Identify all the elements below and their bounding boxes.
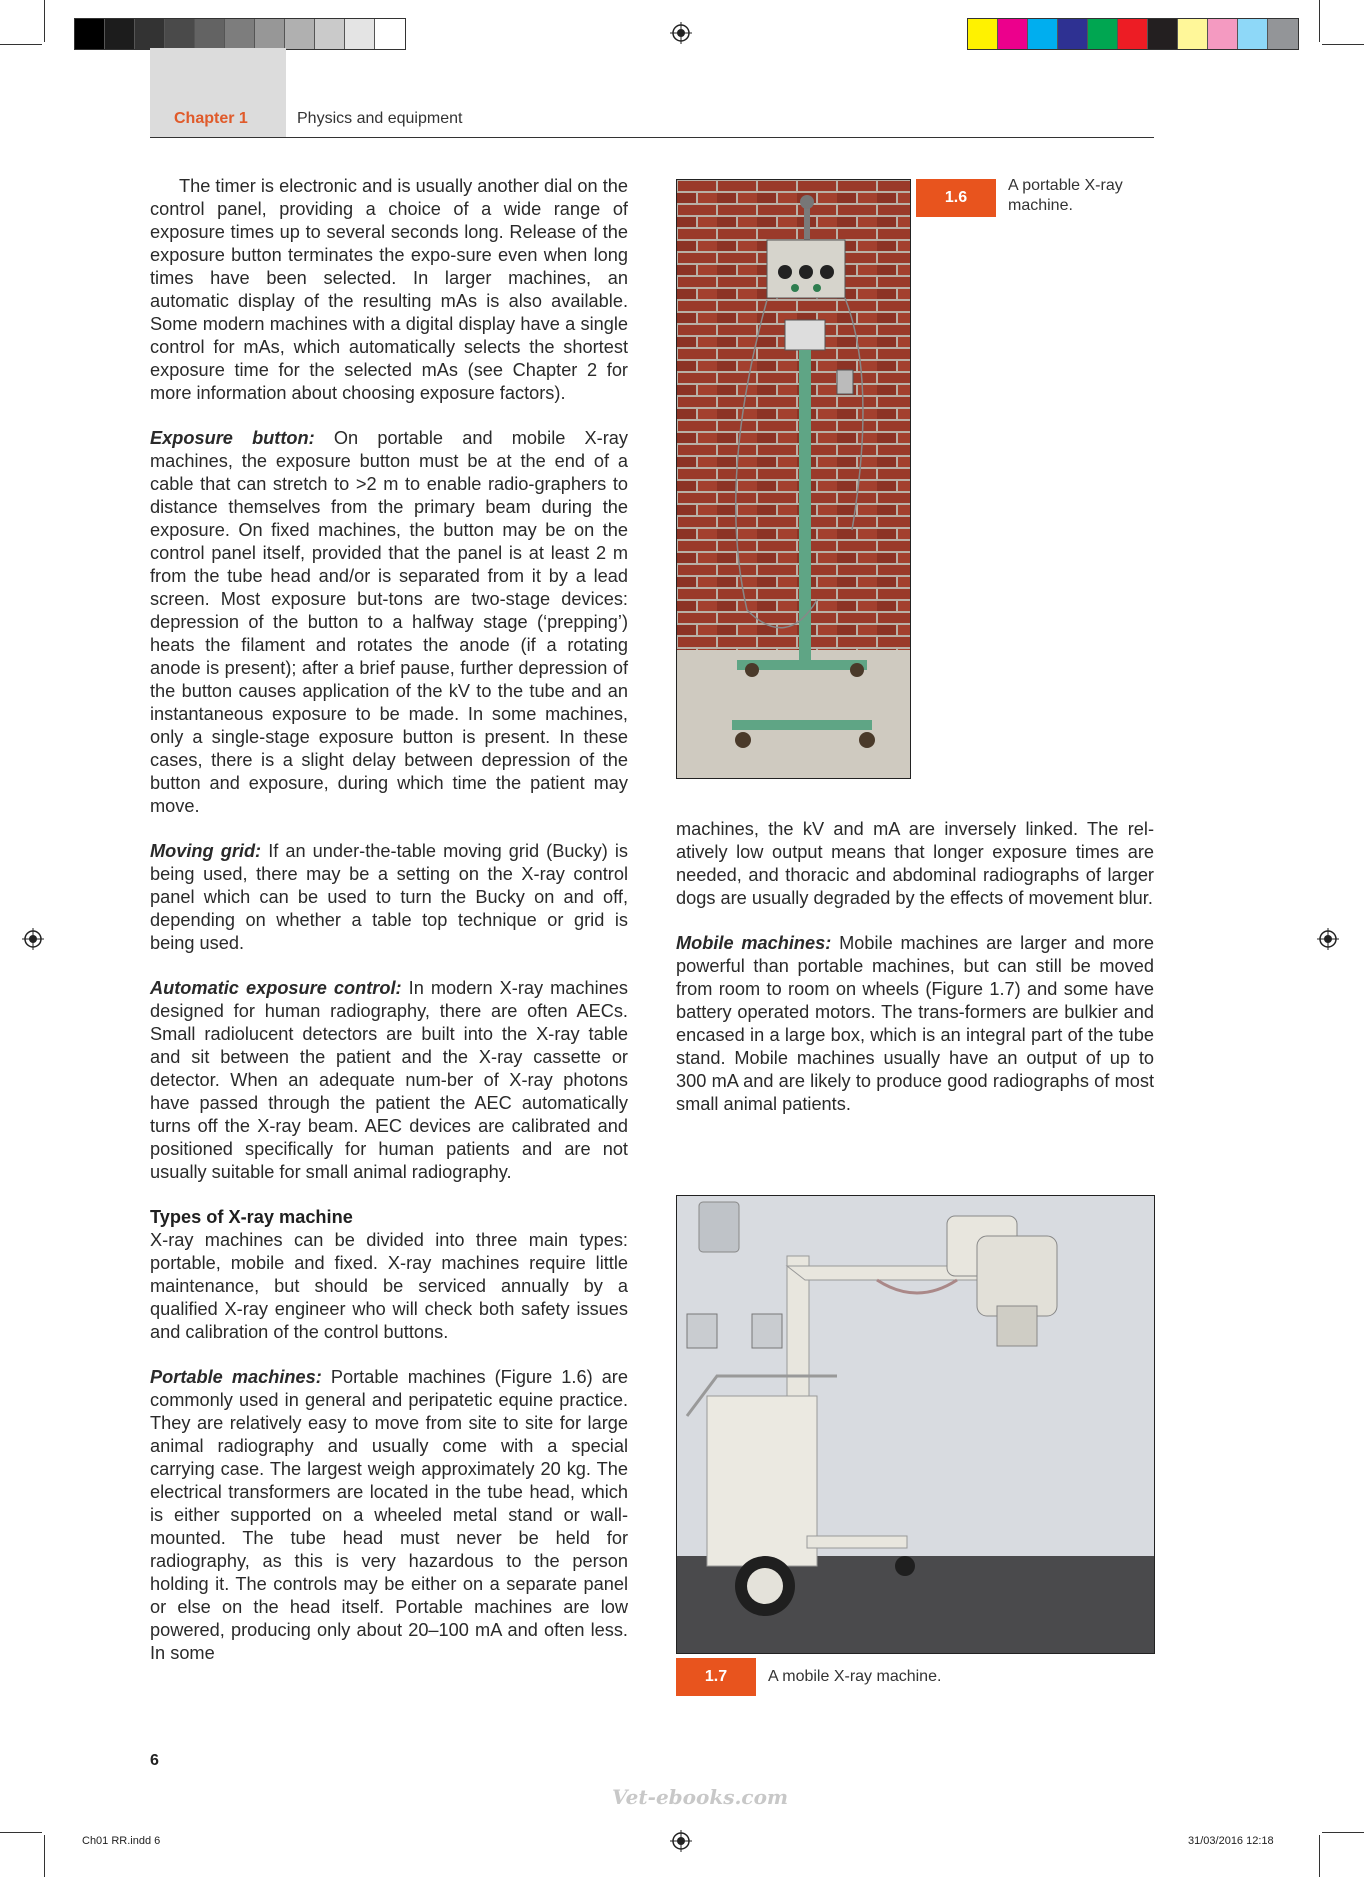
chapter-label: Chapter 1: [174, 110, 248, 127]
paragraph-mobile: [676, 932, 1154, 1116]
color-swatch: [1058, 19, 1088, 49]
chapter-title: Physics and equipment: [297, 110, 463, 127]
color-swatch: [1028, 19, 1058, 49]
color-swatch: [1238, 19, 1268, 49]
color-swatch: [135, 19, 165, 49]
color-swatch: [195, 19, 225, 49]
color-swatch: [1208, 19, 1238, 49]
paragraph-moving-grid: [150, 840, 628, 955]
crop-mark: [0, 44, 42, 45]
color-swatch: [1088, 19, 1118, 49]
watermark: Vet-ebooks.com: [612, 1785, 789, 1809]
paragraph-exposure-button: [150, 427, 628, 818]
crop-mark: [1322, 1832, 1364, 1833]
left-column: [150, 175, 628, 1687]
color-swatch: [285, 19, 315, 49]
crop-mark: [0, 1832, 42, 1833]
registration-mark-icon: [1317, 928, 1339, 950]
color-swatch: [345, 19, 375, 49]
crop-mark: [44, 0, 45, 42]
header-rule: [150, 137, 1154, 138]
paragraph-continuation: machines, the kV and mA are inversely linked. The rel-atively low output means that longer exposure times are needed, and thoracic and abdominal radiographs of larger dogs are usually degraded by the effects of movement blur.: [676, 819, 1154, 908]
crop-mark: [1319, 1835, 1320, 1877]
color-bar: [967, 18, 1299, 50]
color-swatch: [75, 19, 105, 49]
color-swatch: [315, 19, 345, 49]
paragraph-timer: The timer is electronic and is usually another dial on the control panel, providing a choice of a wide range of exposure times up to several seconds long. Release of the exposure button terminates the expo-sure even when long times have been selected. In larger machines, an automatic display of the resulting mAs is also available. Some modern machines with a digital display have a single control for mAs, which automatically selects the shortest exposure time for the selected mAs (see Chapter 2 for more information about choosing exposure factors).: [150, 176, 628, 403]
figure-1-7-photo: [676, 1195, 1155, 1654]
color-swatch: [375, 19, 405, 49]
text-mobile: Mobile machines are larger and more powerful than portable machines, but can still be moved from room to room on wheels (Figure 1.7) and some have battery operated motors. The trans-formers are bulkier and encased in a large box, which is an integral part of the tube stand. Mobile machines usually have an output of up to 300 mA and are likely to produce good radiographs of most small animal patients.: [676, 933, 1154, 1114]
portable-xray-machine-illustration: [677, 180, 910, 778]
page-number: 6: [150, 1752, 159, 1769]
color-swatch: [1148, 19, 1178, 49]
section-heading-types: Types of X-ray machine: [150, 1207, 353, 1227]
crop-mark: [1322, 44, 1364, 45]
color-swatch: [165, 19, 195, 49]
figure-1-6-caption: A portable X-ray machine.: [1008, 177, 1123, 214]
text-moving-grid: If an under-the-table moving grid (Bucky) is being used, there may be a setting on the X-ray control panel which can be used to turn the Bucky on and off, depending on whether a table top technique or grid is being used.: [150, 841, 628, 953]
color-swatch: [1178, 19, 1208, 49]
figure-1-6-photo: [676, 179, 911, 779]
text-aec: In modern X-ray machines designed for human radiography, there are often AECs. Small radiolucent detectors are built into the X-ray table and sit between the patient and the X-ray cassette or detector. When an adequate num-ber of X-ray photons have passed through the patient the AEC automatically turns off the X-ray beam. AEC devices are calibrated and positioned specifically for human patients and are not usually suitable for small animal radiography.: [150, 978, 628, 1182]
text-portable: Portable machines (Figure 1.6) are commonly used in general and peripatetic equine practice. They are relatively easy to move from site to site for large animal radiography and usually come with a special carrying case. The largest weigh approximately 20 kg. The electrical transformers are located in the tube head, which is either supported on a wheeled metal stand or wall-mounted. The tube head must never be held for radiography, as this is very hazardous to the person holding it. The controls may be either on a separate panel or else on the head itself. Portable machines are low powered, producing only about 20–100 mA and often less. In some: [150, 1367, 628, 1663]
color-swatch: [255, 19, 285, 49]
registration-mark-icon: [670, 22, 692, 44]
term-portable: Portable machines:: [150, 1367, 322, 1387]
paragraph-types: X-ray machines can be divided into three main types: portable, mobile and fixed. X-ray machines require little maintenance, but should be serviced annually by a qualified X-ray engineer who will check both safety issues and calibration of the control buttons.: [150, 1230, 628, 1342]
color-swatch: [225, 19, 255, 49]
registration-mark-icon: [22, 928, 44, 950]
paragraph-portable: [150, 1366, 628, 1665]
color-swatch: [1118, 19, 1148, 49]
figure-1-6-badge: 1.6: [916, 179, 996, 217]
crop-mark: [44, 1835, 45, 1877]
figure-1-7-badge: 1.7: [676, 1658, 756, 1696]
slug-filename: Ch01 RR.indd 6: [82, 1835, 161, 1847]
right-column: [676, 818, 1154, 1138]
term-mobile: Mobile machines:: [676, 933, 832, 953]
text-exposure-button: On portable and mobile X-ray machines, the exposure button must be at the end of a cable that can stretch to >2 m to enable radio-graphers to distance themselves from the primary beam during the exposure. On fixed machines, the button may be on the control panel itself, provided that the panel is at least 2 m from the tube head and/or is separated from it by a lead screen. Most exposure but-tons are two-stage devices: depression of the button to a halfway stage (‘prepping’) heats the filament and rotates the anode (if a rotating anode is present); after a brief pause, further depression of the button causes application of the kV to the tube and an instantaneous exposure to be made. In some machines, only a single-stage exposure button is present. In these cases, there is a slight delay between depression of the button and exposure, during which time the patient may move.: [150, 428, 628, 816]
term-moving-grid: Moving grid:: [150, 841, 262, 861]
color-swatch: [998, 19, 1028, 49]
mobile-xray-machine-illustration: [677, 1196, 1154, 1653]
paragraph-aec: [150, 977, 628, 1184]
color-swatch: [968, 19, 998, 49]
crop-mark: [1319, 0, 1320, 42]
color-swatch: [1268, 19, 1298, 49]
figure-1-7-caption: A mobile X-ray machine.: [768, 1668, 942, 1685]
term-aec: Automatic exposure control:: [150, 978, 402, 998]
registration-mark-icon: [670, 1830, 692, 1852]
color-swatch: [105, 19, 135, 49]
slug-timestamp: 31/03/2016 12:18: [1188, 1835, 1274, 1847]
term-exposure-button: Exposure button:: [150, 428, 315, 448]
grayscale-bar: [74, 18, 406, 50]
